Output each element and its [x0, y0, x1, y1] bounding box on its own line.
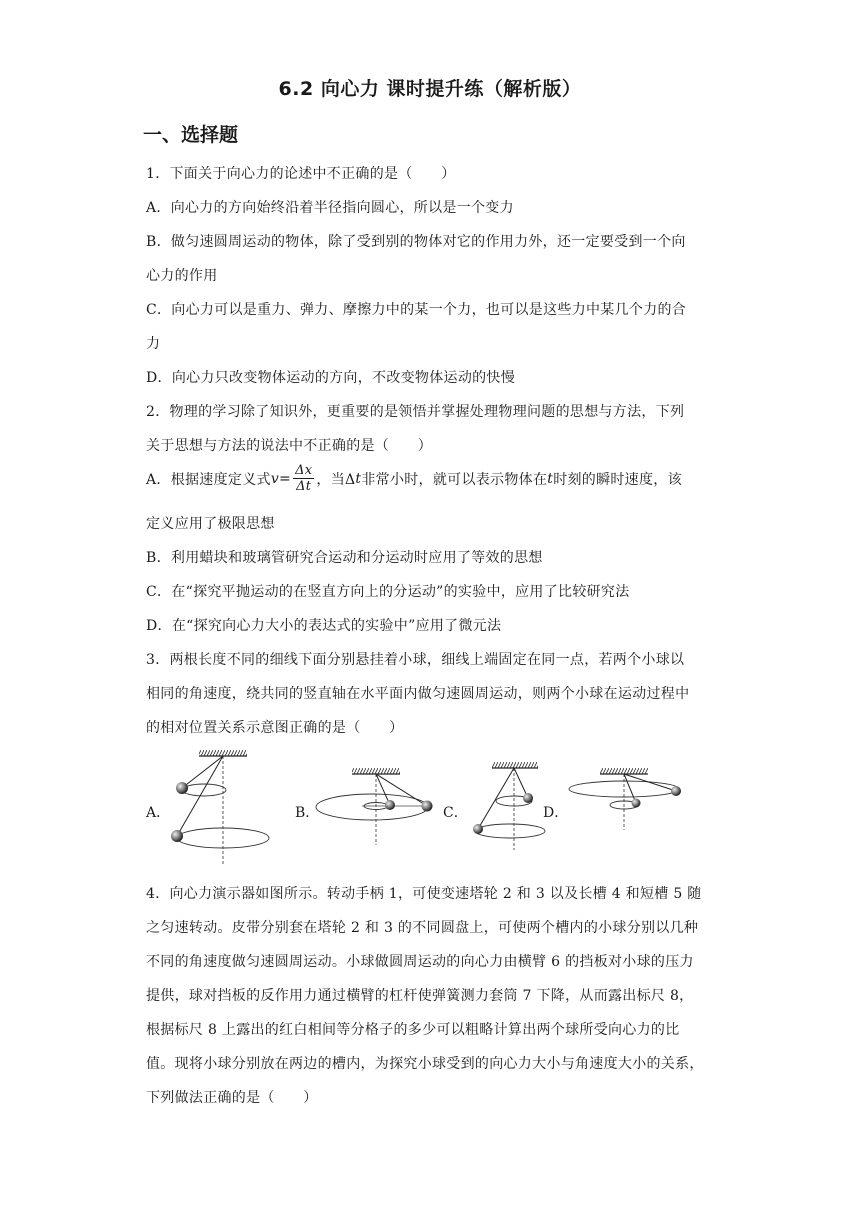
string-short-a: [182, 756, 223, 788]
page-title: 6.2 向心力 课时提升练（解析版）: [278, 78, 582, 100]
fraction-numerator: Δx: [295, 463, 313, 478]
q1-option-a: A．向心力的方向始终沿着半径指向圆心，所以是一个变力: [146, 200, 514, 216]
equals-sign: =: [279, 470, 292, 487]
q2-a-post1: 非常小时，就可以表示物体在: [361, 471, 548, 488]
q1-stem: 1．下面关于向心力的论述中不正确的是（ ）: [146, 166, 456, 182]
q2-stem-line2: 关于思想与方法的说法中不正确的是（ ）: [146, 438, 432, 454]
q2-a-post2: 时刻的瞬时速度，该: [553, 471, 682, 488]
velocity-symbol: v: [270, 470, 280, 487]
q3-stem-line3: 的相对位置关系示意图正确的是（ ）: [146, 720, 404, 736]
ceiling-mount-c: [492, 762, 538, 768]
q1-option-c-line2: 力: [146, 336, 161, 352]
ball-lower-d: [632, 799, 641, 808]
section-heading: 一、选择题: [143, 124, 239, 146]
q2-option-d: D．在“探究向心力大小的表达式的实验中”应用了微元法: [146, 618, 502, 634]
string-short-d: [624, 774, 636, 803]
ball-lower-a: [171, 830, 183, 842]
ball-upper-c: [523, 793, 533, 803]
string-long-a: [177, 756, 223, 836]
q4-line-2: 之匀速转动。皮带分别套在塔轮 2 和 3 的不同圆盘上，可使两个槽内的小球分别以几种: [146, 920, 699, 936]
ball-lower-c: [473, 824, 483, 834]
q4-line-7: 下列做法正确的是（ ）: [146, 1090, 318, 1106]
ball-upper-a: [176, 782, 188, 794]
orbit-outer-b: [316, 794, 428, 820]
q3-stem-line2: 相同的角速度，绕共同的竖直轴在水平面内做匀速圆周运动，则两个小球在运动过程中: [146, 686, 690, 702]
time-symbol-2: t: [547, 470, 554, 487]
q3-label-b: B．: [295, 805, 320, 821]
string-long-c: [478, 768, 514, 829]
string-long-d: [624, 774, 676, 791]
q3-stem-line1: 3．两根长度不同的细线下面分别悬挂着小球，细线上端固定在同一点，若两个小球以: [146, 652, 685, 668]
q2-option-c: C．在“探究平抛运动的在竖直方向上的分运动”的实验中，应用了比较研究法: [146, 584, 630, 600]
diagram-c: [473, 762, 545, 850]
q3-label-c: C．: [443, 805, 468, 821]
ball-upper-d: [671, 786, 681, 796]
ball-outer-b: [422, 801, 433, 812]
q4-line-1: 4．向心力演示器如图所示。转动手柄 1，可使变速塔轮 2 和 3 以及长槽 4 和短槽 5 随: [146, 886, 702, 902]
diagram-b: [316, 768, 433, 845]
ceiling-mount-d: [600, 768, 648, 774]
fraction-denominator: Δt: [296, 479, 312, 494]
orbit-lower-c: [475, 824, 545, 838]
ceiling-mount-a: [199, 750, 247, 756]
q2-option-a-line2: 定义应用了极限思想: [146, 516, 275, 532]
q1-option-b-line1: B．做匀速圆周运动的物体，除了受到别的物体对它的作用力外，还一定要受到一个向: [146, 234, 686, 250]
q3-label-d: D．: [543, 805, 569, 821]
q4-line-3: 不同的角速度做匀速圆周运动。小球做圆周运动的向心力由横臂 6 的挡板对小球的压力: [146, 954, 694, 970]
q2-stem-line1: 2．物理的学习除了知识外，更重要的是领悟并掌握处理物理问题的思想与方法，下列: [146, 404, 685, 420]
q3-label-a: A．: [146, 805, 171, 821]
ceiling-mount-b: [352, 768, 400, 774]
q1-option-d: D．向心力只改变物体运动的方向，不改变物体运动的快慢: [146, 370, 516, 386]
q4-line-6: 值。现将小球分别放在两边的槽内，为探究小球受到的向心力大小与角速度大小的关系，: [146, 1056, 704, 1072]
q2-a-prefix: A．根据速度定义式: [146, 471, 271, 488]
diagram-a: [171, 750, 269, 864]
q1-option-b-line2: 心力的作用: [146, 268, 218, 284]
q2-a-mid: ，当Δ: [316, 471, 356, 488]
q2-option-b: B．利用蜡块和玻璃管研究合运动和分运动时应用了等效的思想: [146, 550, 543, 566]
q1-option-c-line1: C．向心力可以是重力、弹力、摩擦力中的某一个力，也可以是这些力中某几个力的合: [146, 302, 687, 318]
time-symbol: t: [355, 470, 362, 487]
diagram-d: [569, 768, 681, 830]
q4-line-5: 根据标尺 8 上露出的红白相间等分格子的多少可以粗略计算出两个球所受向心力的比: [146, 1022, 680, 1038]
q4-line-4: 提供，球对挡板的反作用力通过横臂的杠杆使弹簧测力套筒 7 下降，从而露出标尺 8，: [146, 988, 694, 1004]
ball-inner-b: [385, 800, 395, 810]
